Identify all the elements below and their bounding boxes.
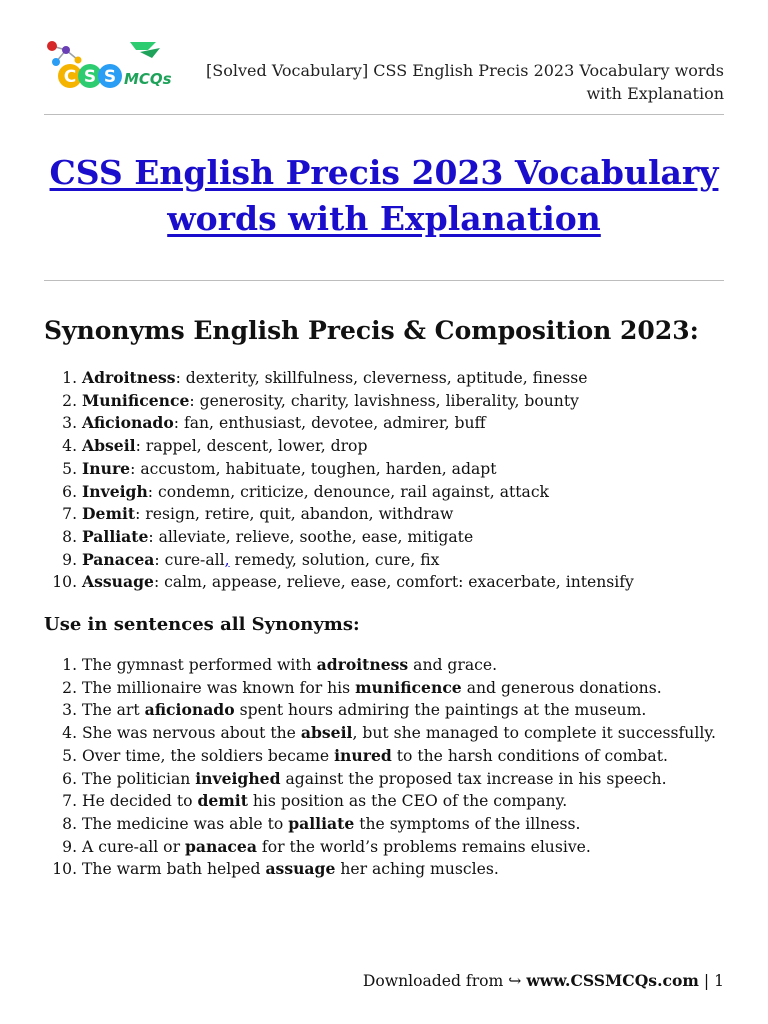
vocab-word: Palliate [82,526,149,546]
sentence-after: the symptoms of the illness. [354,814,581,833]
sentence-before: She was nervous about the [82,724,301,743]
vocab-meaning: : dexterity, skillfulness, cleverness, aptitude, finesse [175,369,588,387]
sentence-before: Over time, the soldiers became [82,746,335,765]
sentence-after: her aching muscles. [335,860,499,879]
list-item [82,699,724,722]
sentence-keyword: demit [197,791,248,811]
list-item [82,390,724,413]
sentence-after: for the world’s problems remains elusive. [256,837,591,856]
document-title [44,150,724,242]
sentence-keyword: palliate [288,813,355,833]
list-item [82,790,724,813]
sentence-after: spent hours admiring the paintings at the museum. [234,701,647,720]
vocab-word: Demit [82,504,136,524]
sentence-keyword: abseil [300,723,353,743]
vocab-meaning: : resign, retire, quit, abandon, withdraw [135,505,454,524]
cssmcqs-logo [44,38,172,96]
vocab-meaning: : generosity, charity, lavishness, liberality, bounty [189,391,579,410]
list-item [82,836,724,859]
header-title: [Solved Vocabulary] CSS English Precis 2023 Vocabulary words with Explanation [206,61,724,103]
sentence-keyword: aficionado [144,700,235,720]
sentence-after: and grace. [408,656,498,674]
sentence-before: The medicine was able to [82,814,289,833]
svg-text:MCQs: MCQs [124,70,172,88]
vocab-meaning: : accustom, habituate, toughen, harden, adapt [130,459,497,478]
vocab-word: Panacea [82,549,155,569]
list-item [82,503,724,526]
header-divider [44,114,724,115]
sentence-before: He decided to [82,792,198,811]
list-item [82,481,724,504]
document-title-line1: CSS English Precis 2023 Vocabulary [49,153,719,192]
vocab-meaning: : rappel, descent, lower, drop [135,437,368,456]
list-item [82,654,724,677]
sentence-keyword: inured [334,745,392,765]
page-number: 1 [714,972,724,990]
list-item [82,745,724,768]
list-item [82,412,724,435]
sentences-list [44,654,724,881]
list-item [82,526,724,549]
title-divider [44,280,724,281]
list-item [82,813,724,836]
list-item [82,571,724,594]
list-item [82,549,724,572]
svg-text:S: S [103,67,117,87]
sentence-after: , but she managed to complete it successfully. [352,724,717,743]
vocab-meaning: : cure-all [154,550,225,569]
subsection-title: Use in sentences all Synonyms: [44,614,360,635]
sentence-before: The art [82,701,145,720]
sentence-before: A cure-all or [82,837,185,856]
sentence-keyword: inveighed [195,768,281,788]
sentence-after: against the proposed tax increase in his speech. [280,769,667,788]
list-item [82,722,724,745]
list-item [82,858,724,881]
sentence-before: The millionaire was known for his [82,678,356,697]
document-title-link[interactable] [50,153,719,238]
list-item [82,435,724,458]
footer-separator: | [698,972,715,990]
vocab-meaning: : condemn, criticize, denounce, rail against, attack [147,482,550,501]
list-item [82,458,724,481]
sentence-before: The warm bath helped [82,860,266,879]
sentence-keyword: assuage [265,859,336,879]
vocab-word: Assuage [82,572,154,592]
sentence-after: his position as the CEO of the company. [247,792,568,811]
vocab-word: Inure [82,458,131,478]
inline-link[interactable]: , [224,550,230,569]
list-item [82,768,724,791]
sentence-after: and generous donations. [461,678,662,697]
list-item [82,367,724,390]
vocab-word: Adroitness [82,368,176,387]
sentence-before: The gymnast performed with [82,656,317,674]
vocab-meaning-rest: remedy, solution, cure, fix [229,550,440,569]
vocab-meaning: : fan, enthusiast, devotee, admirer, buff [173,414,486,433]
sentence-before: The politician [82,769,196,788]
sentence-keyword: panacea [184,836,257,856]
section-title: Synonyms English Precis & Composition 2023: [44,316,699,345]
synonyms-list [44,367,724,594]
document-title-line2: words with Explanation [167,199,601,238]
footer-site-link[interactable]: www.CSSMCQs.com [526,971,699,990]
footer-prefix: Downloaded from ↪ [362,972,527,990]
vocab-word: Munificence [82,390,190,410]
svg-text:C: C [63,67,77,87]
vocab-word: Aficionado [82,413,174,433]
page-footer [363,970,724,992]
vocab-word: Abseil [82,436,136,456]
svg-text:S: S [83,67,97,87]
vocab-meaning: : alleviate, relieve, soothe, ease, mitigate [148,527,474,546]
sentence-keyword: adroitness [316,655,409,674]
sentence-after: to the harsh conditions of combat. [391,746,668,765]
sentence-keyword: munificence [355,677,462,697]
list-item [82,677,724,700]
vocab-meaning: : calm, appease, relieve, ease, comfort: exacerbate, intensify [153,573,634,592]
vocab-word: Inveigh [82,481,148,501]
